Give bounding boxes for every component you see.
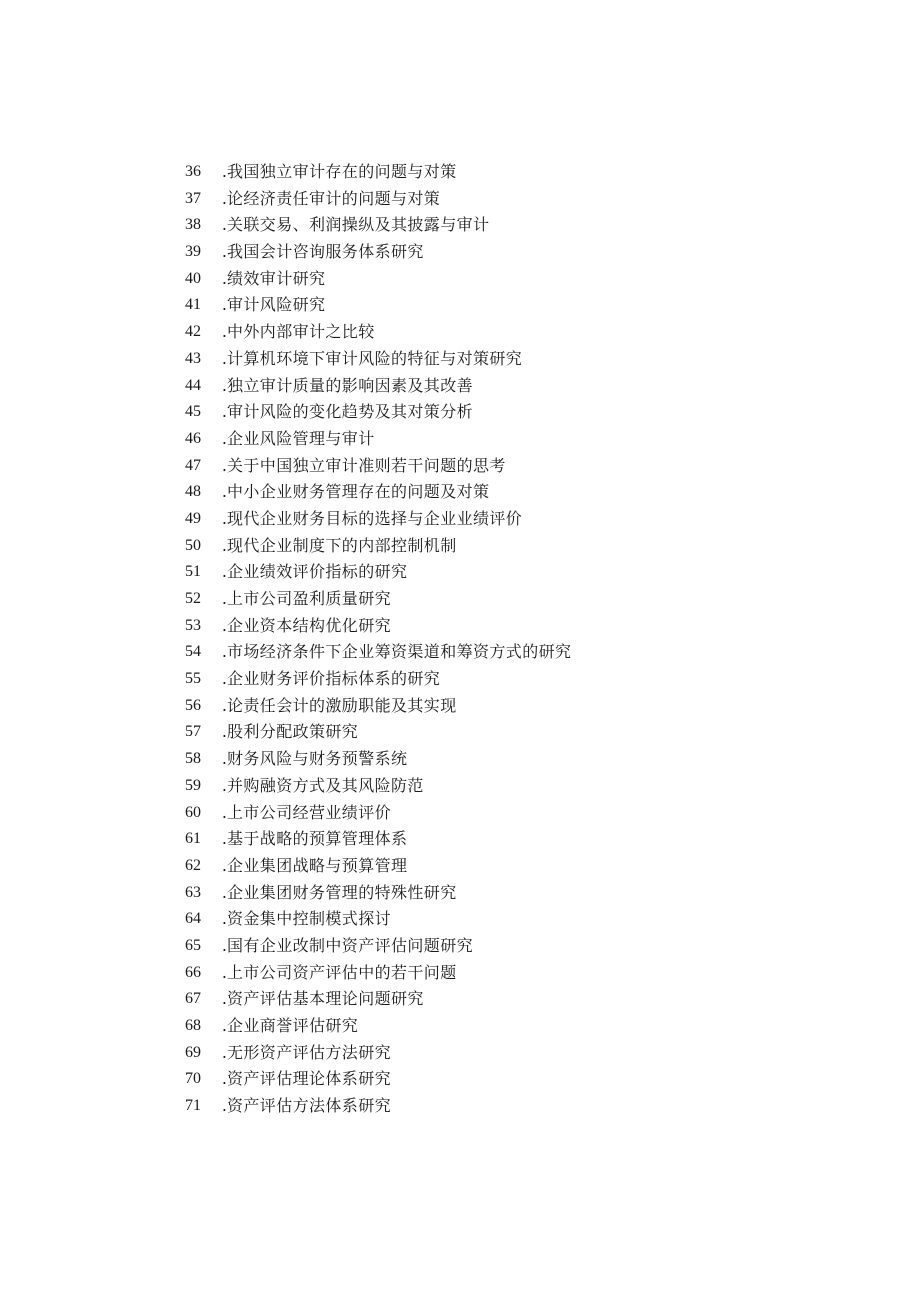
item-title: 论责任会计的激励职能及其实现 [227, 695, 457, 715]
item-number: 47 [185, 456, 201, 474]
list-item [185, 773, 571, 800]
item-title: 资产评估基本理论问题研究 [227, 989, 424, 1009]
item-title: 企业资本结构优化研究 [227, 615, 392, 635]
item-title: 现代企业财务目标的选择与企业业绩评价 [227, 508, 523, 528]
item-separator: . [221, 829, 227, 849]
item-title: 资产评估方法体系研究 [227, 1096, 392, 1116]
item-number: 38 [185, 216, 201, 234]
item-number: 55 [185, 670, 201, 688]
list-item [185, 693, 571, 720]
item-number: 58 [185, 750, 201, 768]
item-number: 40 [185, 269, 201, 287]
item-number: 42 [185, 323, 201, 341]
item-title: 企业绩效评价指标的研究 [227, 562, 408, 582]
item-title: 中小企业财务管理存在的问题及对策 [227, 482, 490, 502]
item-title: 基于战略的预算管理体系 [227, 829, 408, 849]
item-number: 50 [185, 536, 201, 554]
item-separator: . [221, 188, 227, 208]
item-separator: . [221, 1016, 227, 1035]
item-separator: . [221, 642, 227, 662]
item-separator: . [221, 1069, 227, 1089]
item-separator: . [221, 508, 227, 528]
item-title: 企业集团财务管理的特殊性研究 [227, 882, 457, 902]
list-item [185, 1093, 571, 1120]
item-number: 71 [185, 1097, 201, 1115]
item-separator: . [221, 935, 227, 955]
item-title: 独立审计质量的影响因素及其改善 [227, 375, 474, 395]
item-number: 69 [185, 1043, 201, 1061]
list-item [185, 666, 571, 693]
item-title: 企业财务评价指标体系的研究 [227, 669, 441, 689]
item-separator: . [221, 882, 227, 902]
item-number: 56 [185, 696, 201, 714]
list-item [185, 292, 571, 319]
item-title: 股利分配政策研究 [227, 722, 359, 742]
item-separator: . [221, 775, 227, 795]
item-separator: . [221, 615, 227, 635]
item-separator: . [221, 855, 227, 875]
item-separator: . [221, 162, 227, 181]
item-number: 44 [185, 376, 201, 394]
item-title: 国有企业改制中资产评估问题研究 [227, 935, 474, 955]
item-title: 上市公司资产评估中的若干问题 [227, 962, 457, 982]
item-number: 51 [185, 563, 201, 581]
list-item [185, 719, 571, 746]
list-item [185, 159, 571, 186]
item-separator: . [221, 589, 227, 608]
item-number: 48 [185, 483, 201, 501]
item-number: 66 [185, 963, 201, 981]
item-separator: . [221, 989, 227, 1009]
item-separator: . [221, 295, 227, 315]
list-item [185, 506, 571, 533]
list-item [185, 346, 571, 373]
list-item [185, 186, 571, 213]
item-number: 64 [185, 910, 201, 928]
item-number: 36 [185, 163, 201, 180]
topic-list [185, 159, 571, 1120]
item-title: 无形资产评估方法研究 [227, 1042, 392, 1062]
list-item [185, 559, 571, 586]
list-item [185, 826, 571, 853]
list-item [185, 933, 571, 960]
item-separator: . [221, 909, 227, 929]
item-title: 现代企业制度下的内部控制机制 [227, 535, 457, 555]
list-item [185, 1013, 571, 1040]
item-number: 59 [185, 776, 201, 794]
item-title: 审计风险的变化趋势及其对策分析 [227, 402, 474, 422]
list-item [185, 746, 571, 773]
item-separator: . [221, 402, 227, 422]
item-separator: . [221, 722, 227, 742]
item-separator: . [221, 215, 227, 235]
item-title: 审计风险研究 [227, 295, 326, 315]
item-separator: . [221, 322, 227, 342]
item-separator: . [221, 242, 227, 262]
item-title: 关于中国独立审计准则若干问题的思考 [227, 455, 506, 475]
item-title: 关联交易、利润操纵及其披露与审计 [227, 215, 490, 235]
item-title: 企业商誉评估研究 [227, 1016, 359, 1035]
item-title: 我国独立审计存在的问题与对策 [227, 162, 457, 181]
item-separator: . [221, 535, 227, 555]
item-separator: . [221, 562, 227, 582]
list-item [185, 1040, 571, 1067]
item-number: 52 [185, 590, 201, 607]
item-separator: . [221, 695, 227, 715]
list-item [185, 239, 571, 266]
item-title: 市场经济条件下企业筹资渠道和筹资方式的研究 [227, 642, 572, 662]
item-title: 财务风险与财务预警系统 [227, 749, 408, 769]
item-title: 资金集中控制模式探讨 [227, 909, 392, 929]
item-title: 绩效审计研究 [227, 268, 326, 288]
list-item [185, 800, 571, 827]
list-item [185, 399, 571, 426]
list-item [185, 426, 571, 453]
item-separator: . [221, 455, 227, 475]
item-number: 62 [185, 856, 201, 874]
list-item [185, 266, 571, 293]
list-item [185, 853, 571, 880]
item-number: 61 [185, 830, 201, 848]
item-number: 53 [185, 616, 201, 634]
list-item [185, 639, 571, 666]
item-title: 计算机环境下审计风险的特征与对策研究 [227, 348, 523, 368]
item-title: 上市公司经营业绩评价 [227, 802, 392, 822]
item-number: 63 [185, 883, 201, 901]
list-item [185, 533, 571, 560]
item-title: 企业集团战略与预算管理 [227, 855, 408, 875]
item-number: 70 [185, 1070, 201, 1088]
item-number: 65 [185, 936, 201, 954]
item-number: 54 [185, 643, 201, 661]
item-number: 67 [185, 990, 201, 1008]
list-item [185, 960, 571, 987]
item-separator: . [221, 749, 227, 769]
item-title: 论经济责任审计的问题与对策 [227, 188, 441, 208]
item-title: 我国会计咨询服务体系研究 [227, 242, 424, 262]
item-separator: . [221, 348, 227, 368]
item-separator: . [221, 962, 227, 982]
item-number: 49 [185, 509, 201, 527]
item-separator: . [221, 428, 227, 448]
item-number: 37 [185, 189, 201, 207]
item-separator: . [221, 482, 227, 502]
list-item [185, 613, 571, 640]
item-number: 41 [185, 296, 201, 314]
item-number: 45 [185, 403, 201, 421]
item-separator: . [221, 1096, 227, 1116]
item-title: 企业风险管理与审计 [227, 428, 375, 448]
item-number: 60 [185, 803, 201, 821]
list-item [185, 1066, 571, 1093]
list-item [185, 880, 571, 907]
list-item [185, 453, 571, 480]
list-item [185, 986, 571, 1013]
list-item [185, 373, 571, 400]
item-number: 46 [185, 429, 201, 447]
list-item [185, 212, 571, 239]
item-number: 43 [185, 349, 201, 367]
list-item [185, 319, 571, 346]
list-item [185, 906, 571, 933]
item-number: 57 [185, 723, 201, 741]
item-separator: . [221, 802, 227, 822]
item-separator: . [221, 268, 227, 288]
item-separator: . [221, 375, 227, 395]
list-item [185, 586, 571, 613]
item-separator: . [221, 669, 227, 689]
item-title: 中外内部审计之比较 [227, 322, 375, 342]
list-item [185, 479, 571, 506]
item-number: 39 [185, 243, 201, 261]
item-title: 资产评估理论体系研究 [227, 1069, 392, 1089]
item-separator: . [221, 1042, 227, 1062]
item-title: 上市公司盈利质量研究 [227, 589, 392, 608]
item-number: 68 [185, 1017, 201, 1034]
item-title: 并购融资方式及其风险防范 [227, 775, 424, 795]
